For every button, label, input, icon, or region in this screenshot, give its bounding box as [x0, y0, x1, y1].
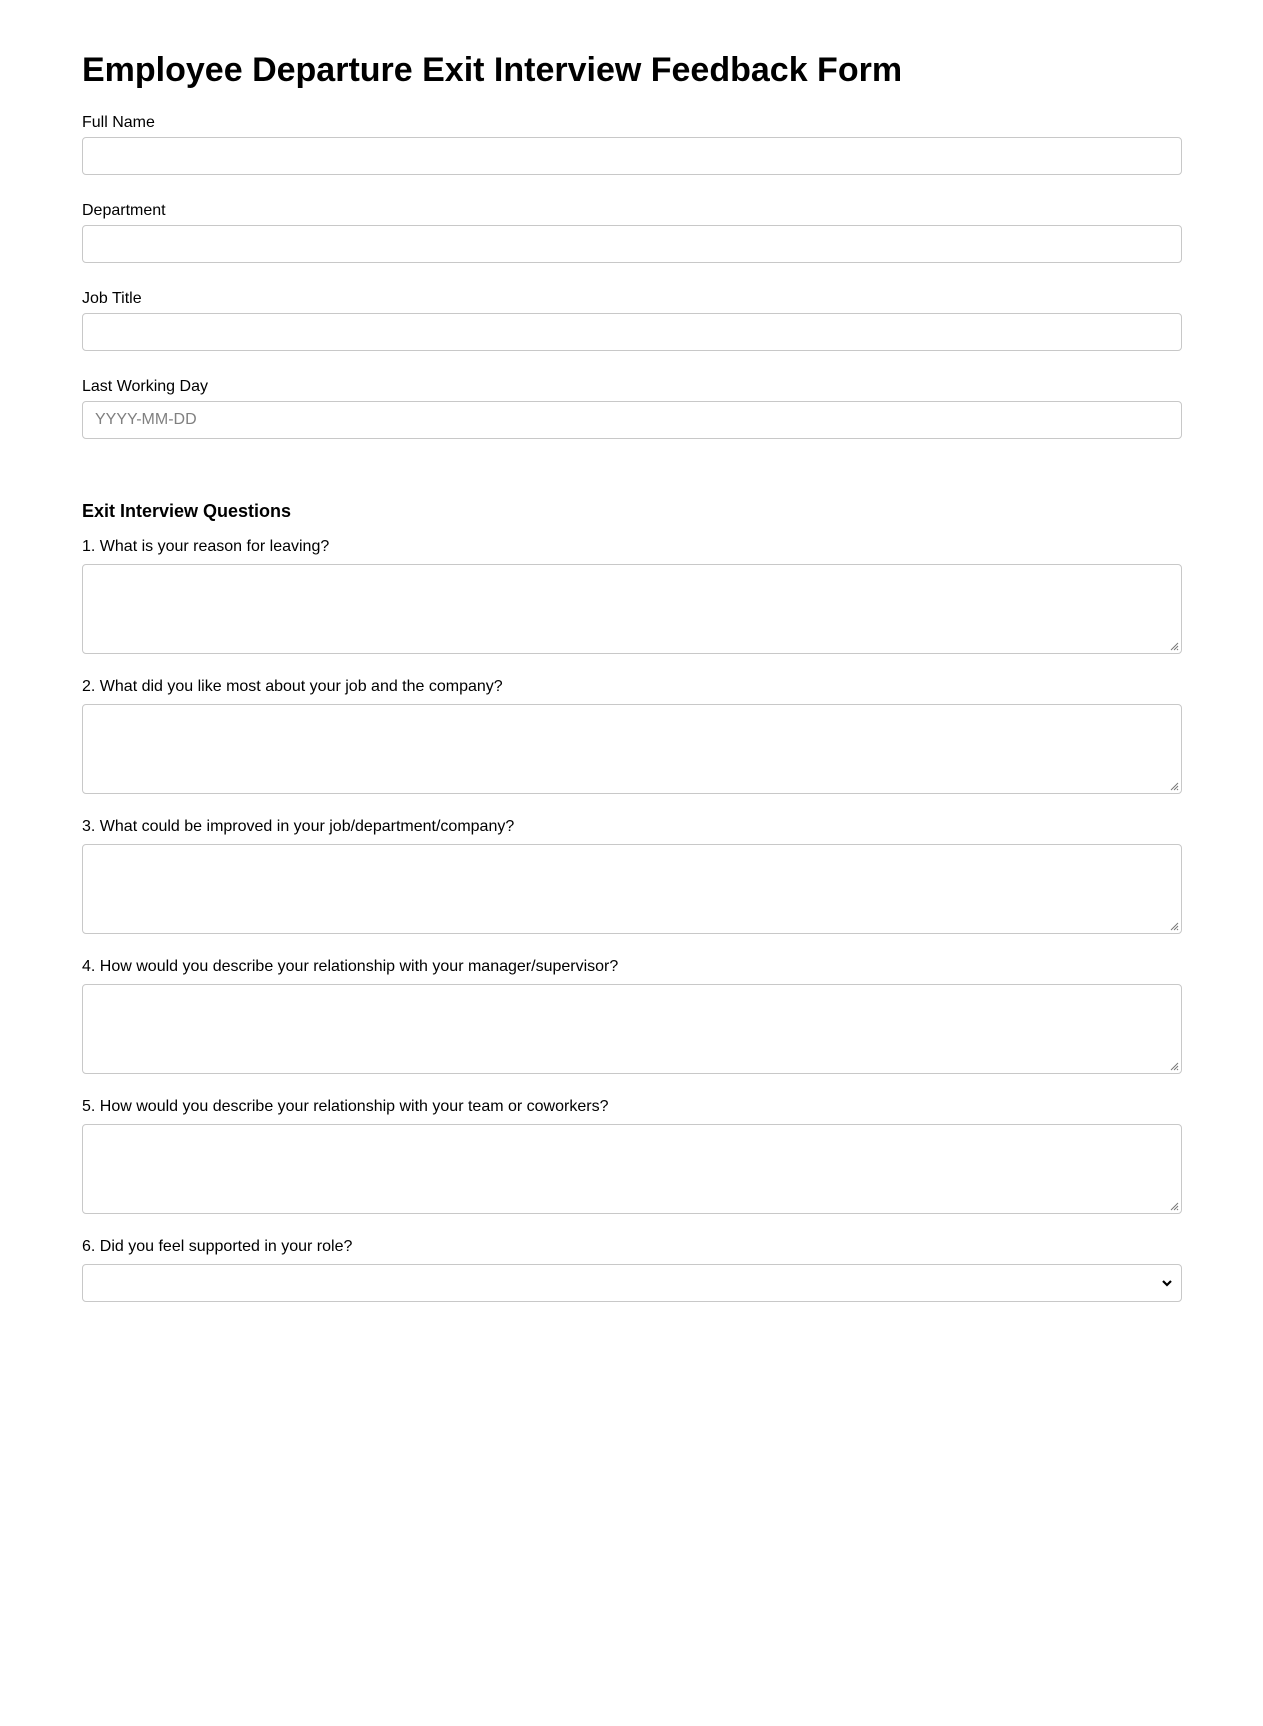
job-title-group [82, 289, 1182, 351]
question-1-textarea[interactable] [82, 564, 1182, 654]
resize-grip-icon[interactable] [1170, 1202, 1179, 1211]
department-group [82, 201, 1182, 263]
question-2-label: 2. What did you like most about your job and the company? [82, 678, 503, 695]
question-2-textarea[interactable] [82, 704, 1182, 794]
question-2-group [82, 677, 1182, 794]
supported-select[interactable] [82, 1264, 1182, 1302]
department-label: Department [82, 202, 166, 219]
job-title-input[interactable] [82, 313, 1182, 351]
question-1-group [82, 537, 1182, 654]
department-input[interactable] [82, 225, 1182, 263]
job-title-label: Job Title [82, 290, 142, 307]
full-name-label: Full Name [82, 114, 155, 131]
resize-grip-icon[interactable] [1170, 782, 1179, 791]
question-1-label: 1. What is your reason for leaving? [82, 538, 330, 555]
last-working-day-input[interactable]: YYYY-MM-DD [82, 401, 1182, 439]
question-6-label: 6. Did you feel supported in your role? [82, 1238, 353, 1255]
question-3-group [82, 817, 1182, 934]
last-working-day-group [82, 377, 1182, 439]
question-5-textarea[interactable] [82, 1124, 1182, 1214]
question-3-textarea[interactable] [82, 844, 1182, 934]
question-5-label: 5. How would you describe your relationship with your team or coworkers? [82, 1098, 609, 1115]
question-4-label: 4. How would you describe your relationship with your manager/supervisor? [82, 958, 619, 975]
full-name-input[interactable] [82, 137, 1182, 175]
question-5-group [82, 1097, 1182, 1214]
question-4-textarea[interactable] [82, 984, 1182, 1074]
question-4-group [82, 957, 1182, 1074]
section-title: Exit Interview Questions [82, 501, 292, 521]
full-name-group [82, 113, 1182, 175]
chevron-down-icon [1161, 1278, 1173, 1288]
question-3-label: 3. What could be improved in your job/department/company? [82, 818, 515, 835]
page-title: Employee Departure Exit Interview Feedback Form [82, 51, 903, 89]
resize-grip-icon[interactable] [1170, 642, 1179, 651]
resize-grip-icon[interactable] [1170, 922, 1179, 931]
question-6-group [82, 1237, 1182, 1302]
resize-grip-icon[interactable] [1170, 1062, 1179, 1071]
last-working-day-label: Last Working Day [82, 378, 208, 395]
